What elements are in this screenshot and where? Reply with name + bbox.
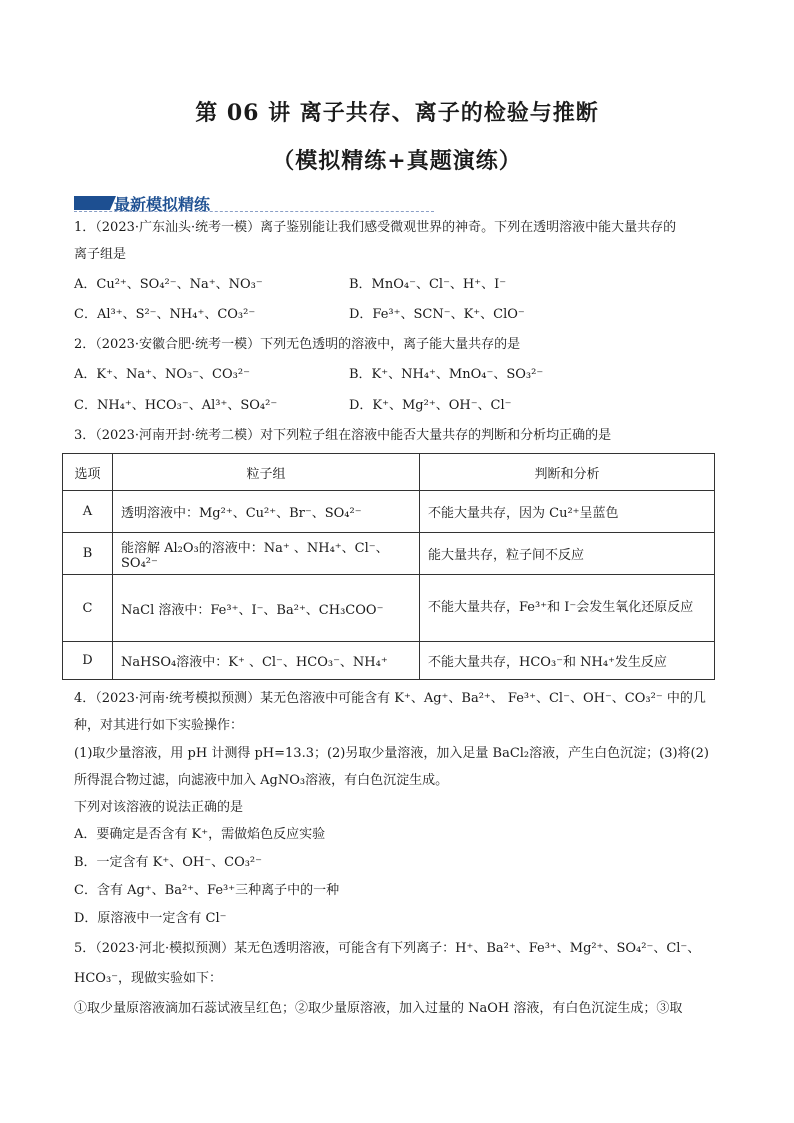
section-label: 最新模拟精练 [114,195,211,214]
table-cell: D [63,642,113,680]
table-row [63,491,715,533]
table-cell: NaCl 溶液中：Fe³⁺、I⁻、Ba²⁺、CH₃COO⁻ [113,575,420,642]
q5-stem-line1: 5．（2023·河北·模拟预测）某无色透明溶液，可能含有下列离子：H⁺、Ba²⁺、Fe³⁺、Mg²⁺、SO₄²⁻、Cl⁻、 [74,941,701,956]
section-banner [74,193,434,215]
q4-ops-line2: 所得混合物过滤，向滤液中加入 AgNO₃溶液，有白色沉淀生成。 [74,773,449,788]
q1-stem-line2: 离子组是 [74,247,127,262]
table-row [63,642,715,680]
q1-option-b: B．MnO₄⁻、Cl⁻、H⁺、I⁻ [349,277,507,292]
q2-option-a: A．K⁺、Na⁺、NO₃⁻、CO₃²⁻ [74,367,250,382]
table-cell: C [63,575,113,642]
q1-stem-line1: 1．（2023·广东汕头·统考一模）离子鉴别能让我们感受微观世界的神奇。下列在透明溶液中能大量共存的 [74,220,677,235]
table-cell: 能大量共存，粒子间不反应 [420,533,715,575]
table-cell: 不能大量共存，HCO₃⁻和 NH₄⁺发生反应 [420,642,715,680]
q4-question: 下列对该溶液的说法正确的是 [74,800,244,815]
q1-option-d: D．Fe³⁺、SCN⁻、K⁺、ClO⁻ [349,307,525,322]
q5-ops-line1: ①取少量原溶液滴加石蕊试液呈红色；②取少量原溶液，加入过量的 NaOH 溶液，有白色沉淀生成；③取 [74,1001,683,1016]
table-cell: NaHSO₄溶液中：K⁺ 、Cl⁻、HCO₃⁻、NH₄⁺ [113,642,420,680]
q4-option-c: C．含有 Ag⁺、Ba²⁺、Fe³⁺三种离子中的一种 [74,883,340,898]
q4-option-a: A．要确定是否含有 K⁺，需做焰色反应实验 [74,827,326,842]
q2-option-d: D．K⁺、Mg²⁺、OH⁻、Cl⁻ [349,398,512,413]
table-cell: 不能大量共存，Fe³⁺和 I⁻会发生氧化还原反应 [420,575,715,642]
table-header-cell: 粒子组 [113,454,420,491]
table-cell: B [63,533,113,575]
q5-stem-line2: HCO₃⁻，现做实验如下： [74,971,223,986]
lecture-subtitle: （模拟精练+真题演练） [272,148,522,174]
table-row [63,533,715,575]
q2-option-c: C．NH₄⁺、HCO₃⁻、Al³⁺、SO₄²⁻ [74,398,278,413]
table-row [63,575,715,642]
q1-option-c: C．Al³⁺、S²⁻、NH₄⁺、CO₃²⁻ [74,307,256,322]
q4-stem-line1: 4．（2023·河南·统考模拟预测）某无色溶液中可能含有 K⁺、Ag⁺、Ba²⁺、 Fe³⁺、Cl⁻、OH⁻、CO₃²⁻ 中的几 [74,691,706,706]
q3-table [62,453,715,680]
table-header-cell: 选项 [63,454,113,491]
table-cell: 不能大量共存，因为 Cu²⁺呈蓝色 [420,491,715,533]
q4-ops-line1: (1)取少量溶液，用 pH 计测得 pH=13.3；(2)另取少量溶液，加入足量 BaCl₂溶液，产生白色沉淀；(3)将(2) [74,746,709,761]
table-cell: 能溶解 Al₂O₃的溶液中：Na⁺ 、NH₄⁺、Cl⁻、SO₄²⁻ [113,533,420,575]
q2-option-b: B．K⁺、NH₄⁺、MnO₄⁻、SO₃²⁻ [349,367,544,382]
banner-underline [74,211,434,212]
banner-bar [74,196,110,210]
table-cell: A [63,491,113,533]
q4-option-b: B．一定含有 K⁺、OH⁻、CO₃²⁻ [74,855,263,870]
q4-stem-line2: 种，对其进行如下实验操作： [74,718,244,733]
lecture-title: 第 06 讲 离子共存、离子的检验与推断 [195,100,599,126]
q3-stem: 3．（2023·河南开封·统考二模）对下列粒子组在溶液中能否大量共存的判断和分析均正确的是 [74,428,612,443]
q4-option-d: D．原溶液中一定含有 Cl⁻ [74,911,227,926]
table-header-cell: 判断和分析 [420,454,715,491]
table-cell: 透明溶液中：Mg²⁺、Cu²⁺、Br⁻、SO₄²⁻ [113,491,420,533]
q2-stem: 2．（2023·安徽合肥·统考一模）下列无色透明的溶液中，离子能大量共存的是 [74,337,521,352]
q1-option-a: A．Cu²⁺、SO₄²⁻、Na⁺、NO₃⁻ [74,277,263,292]
table-header-row [63,454,715,491]
